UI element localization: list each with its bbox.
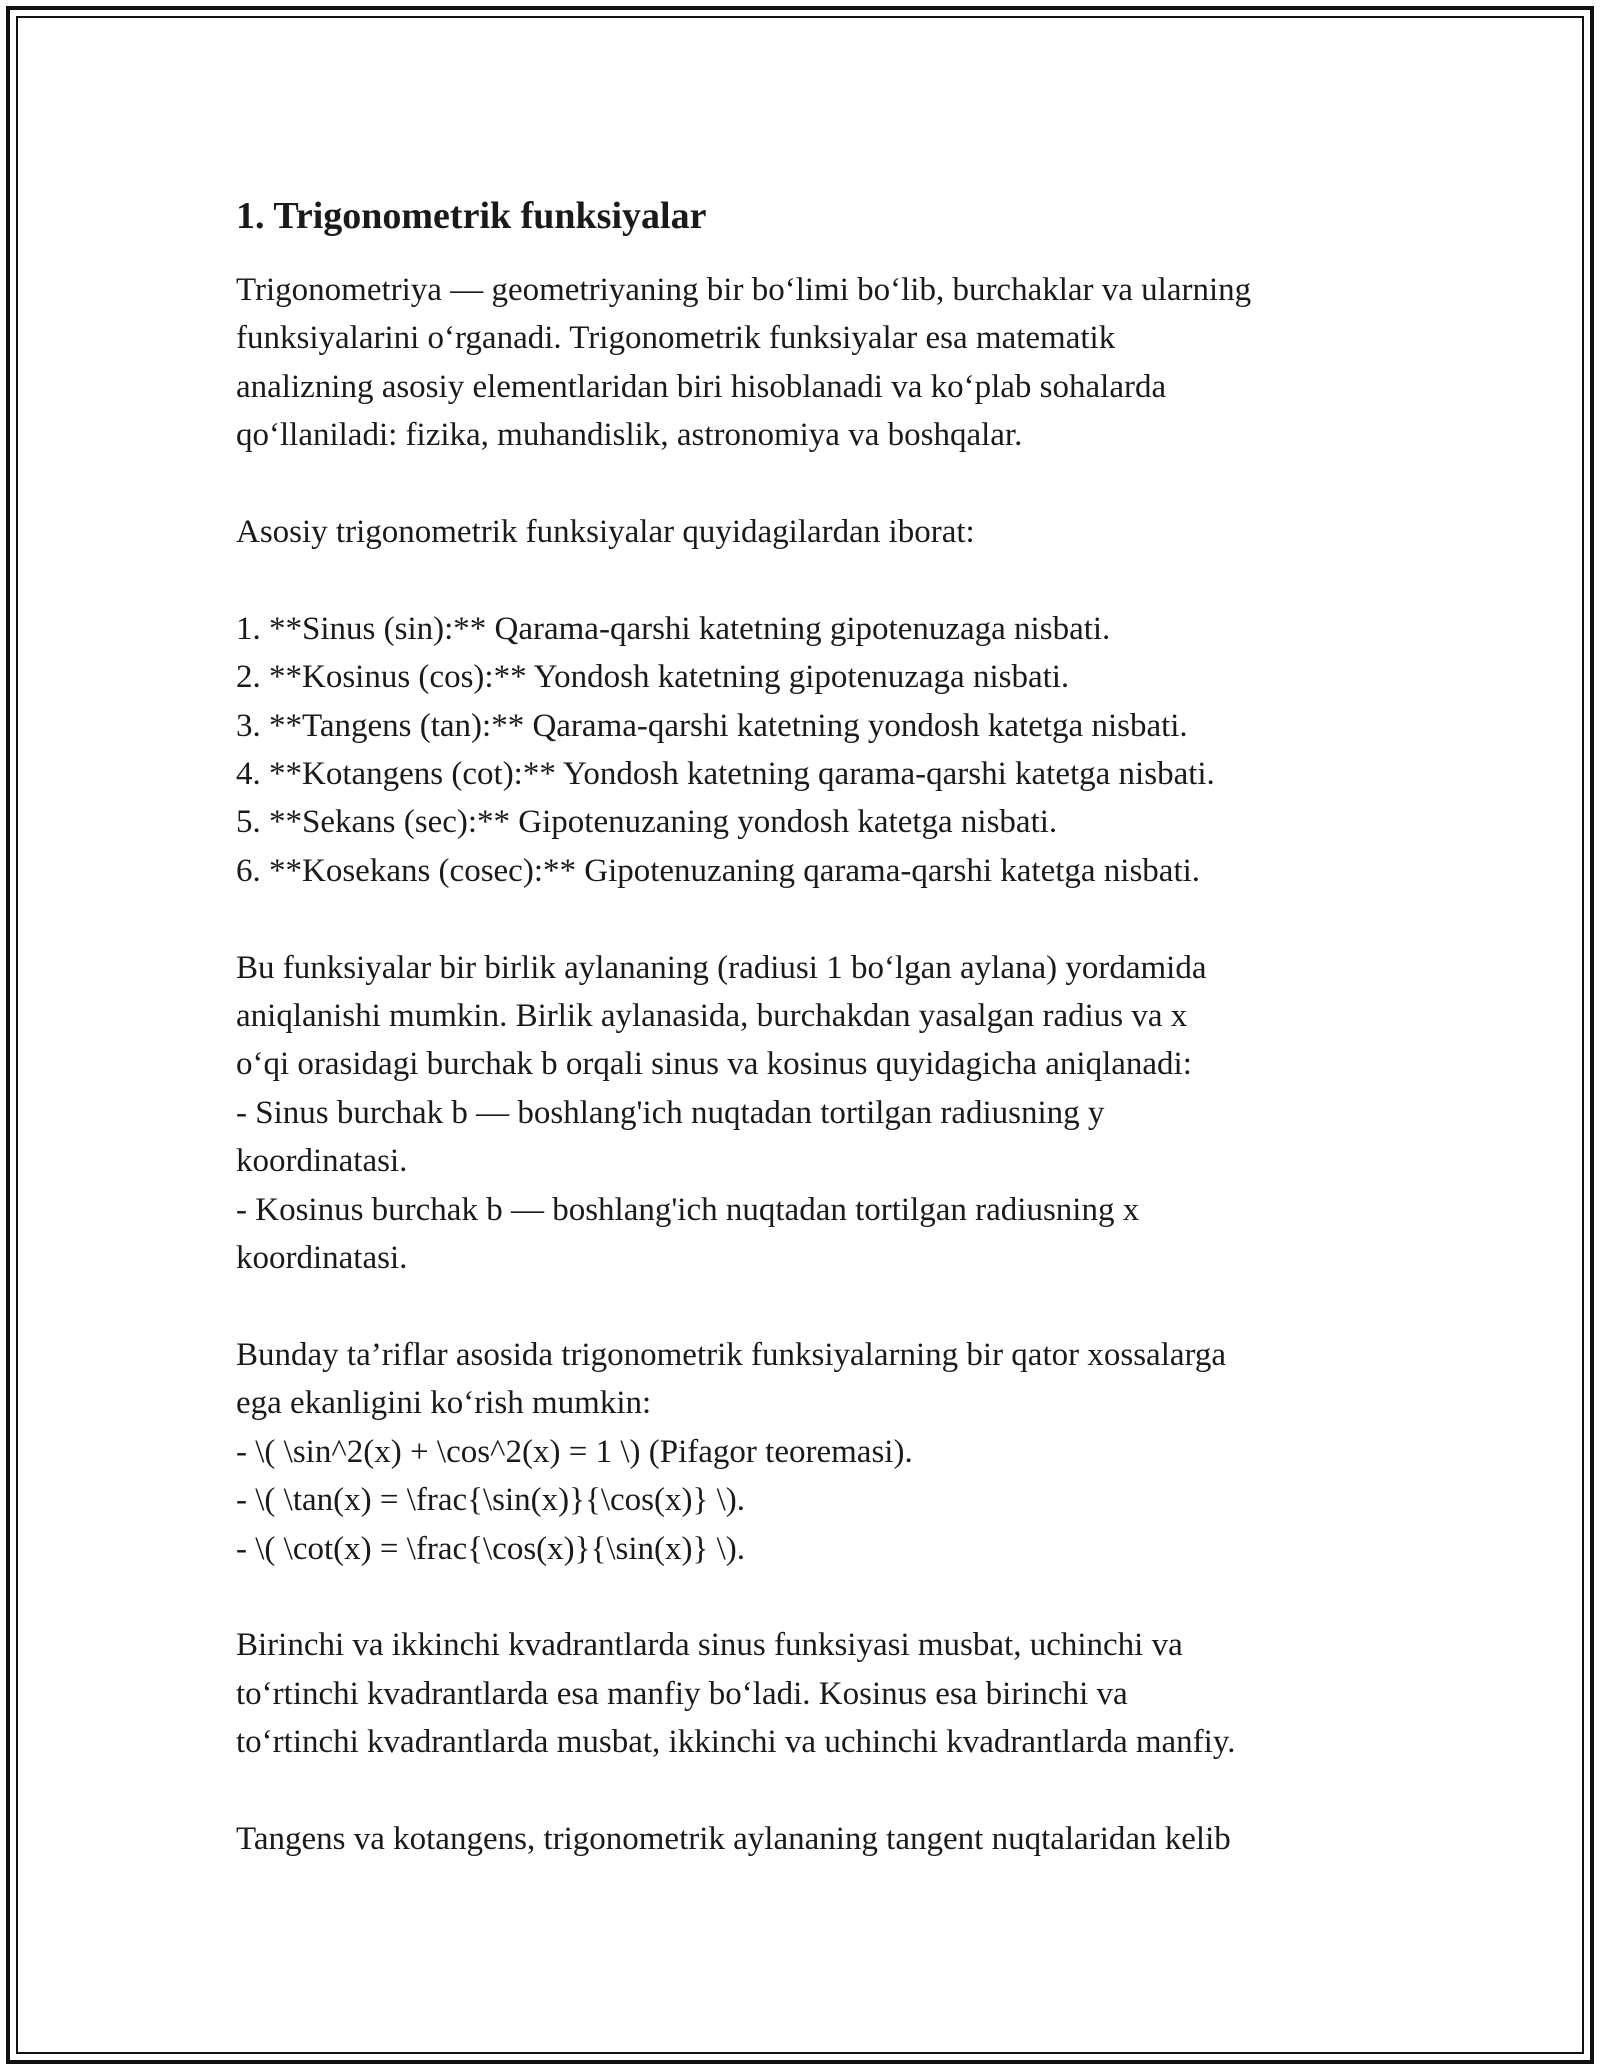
paragraph-intro: Trigonometriya — geometriyaning bir bo‘limi bo‘lib, burchaklar va ularning funksiyalarini o‘rganadi. Trigonometrik funksiyalar esa matematik analizning asosiy elementlaridan biri hisoblanadi va ko‘plab sohalarda qo‘llaniladi: fizika, muhandislik, astronomiya va boshqalar. (236, 272, 1252, 454)
paragraph-unit-circle: Bu funksiyalar bir birlik aylananing (radiusi 1 bo‘lgan aylana) yordamida aniqlanishi mumkin. Birlik aylanasida, burchakdan yasalgan radius va x o‘qi orasidagi burchak b orqali sinus va kosinus quyidagicha aniqlanadi: - Sinus burchak b — boshlang'ich nuqtadan tortilgan radiusning y koordinatasi. - Kosinus burchak b — boshlang'ich nuqtadan tortilgan radiusning x koordinatasi. (236, 949, 1207, 1277)
paragraph-spacer (236, 1282, 1376, 1330)
paragraph-spacer (236, 460, 1376, 508)
paragraph-tangent: Tangens va kotangens, trigonometrik aylananing tangent nuqtalaridan kelib (236, 1820, 1231, 1857)
paragraph-spacer (236, 556, 1376, 604)
paragraph-spacer (236, 895, 1376, 943)
paragraph-functions-list: 1. **Sinus (sin):** Qarama-qarshi katetning gipotenuzaga nisbati. 2. **Kosinus (cos):** Yondosh katetning gipotenuzaga nisbati. 3. **Tangens (tan):** Qarama-qarshi katetning yondosh katetga nisbati. 4. **Kotangens (cot):** Yondosh katetning qarama-qarshi katetga nisbati. 5. **Sekans (sec):** Gipotenuzaning yondosh katetga nisbati. 6. **Kosekans (cosec):** Gipotenuzaning qarama-qarshi katetga nisbati. (236, 610, 1215, 889)
paragraph-spacer (236, 1573, 1376, 1621)
paragraph-quadrants: Birinchi va ikkinchi kvadrantlarda sinus funksiyasi musbat, uchinchi va to‘rtinchi kvadrantlarda esa manfiy bo‘ladi. Kosinus esa birinchi va to‘rtinchi kvadrantlarda musbat, ikkinchi va uchinchi kvadrantlarda manfiy. (236, 1627, 1236, 1761)
paragraph-functions-lead: Asosiy trigonometrik funksiyalar quyidagilardan iborat: (236, 514, 975, 551)
paragraph-identities: Bunday ta’riflar asosida trigonometrik funksiyalarning bir qator xossalarga ega ekanligini ko‘rish mumkin: - \( \sin^2(x) + \cos^2(x) = 1 \) (Pifagor teoremasi). - \( \tan(x) = \frac{\sin(x)}{\cos(x)} \). - \( \cot(x) = \frac{\cos(x)}{\sin(x)} \). (236, 1336, 1227, 1567)
section-heading: 1. Trigonometrik funksiyalar (236, 195, 707, 237)
paragraph-spacer (236, 1767, 1376, 1815)
document-body (236, 188, 1376, 1863)
